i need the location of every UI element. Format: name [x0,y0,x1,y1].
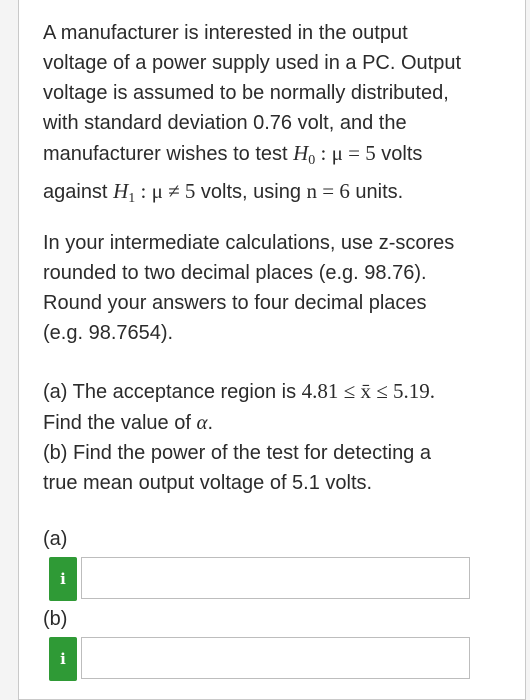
info-icon[interactable]: i [49,557,77,601]
info-icon[interactable]: i [49,637,77,681]
part-b-prompt-line2: true mean output voltage of 5.1 volts. [43,472,373,494]
text-line: In your intermediate calculations, use z-scores [43,232,455,254]
text-line-hypothesis-null: manufacturer wishes to test $H_0$ : μ = 5 volts [43,141,423,168]
question-paragraph-3 [43,376,503,498]
text-line: (e.g. 98.7654). [43,322,174,344]
answer-b-input[interactable] [81,637,470,679]
alpha-symbol: α [196,410,208,434]
text-line: with standard deviation 0.76 volt, and the [43,112,407,134]
sample-size: n = 6 [306,179,350,203]
text-line: A manufacturer is interested in the output [43,22,408,44]
answer-a-row [49,557,472,601]
question-paragraph-1 [43,18,503,214]
answer-a-label: (a) [43,528,68,550]
part-a-prompt: (a) The acceptance region is 4.81 ≤ x̄ ≤ 5.19. [43,379,435,403]
acceptance-region: 4.81 ≤ x̄ ≤ 5.19. [301,379,435,403]
text-line: Round your answers to four decimal places [43,292,427,314]
answer-a-input[interactable] [81,557,470,599]
alternative-hypothesis: $H_1$ : μ ≠ 5 [113,179,196,206]
text-line: voltage of a power supply used in a PC. Output [43,52,462,74]
question-card [18,0,526,700]
text-line-hypothesis-alt: against $H_1$ : μ ≠ 5 volts, using n = 6 units. [43,179,404,206]
text-line: rounded to two decimal places (e.g. 98.76). [43,262,427,284]
part-a-prompt-line2: Find the value of α. [43,410,214,434]
null-hypothesis: $H_0$ : μ = 5 [293,141,376,168]
answer-b-label: (b) [43,608,68,630]
part-b-prompt: (b) Find the power of the test for detecting a [43,442,431,464]
answer-b-row [49,637,472,681]
question-paragraph-2 [43,228,503,348]
text-line: voltage is assumed to be normally distributed, [43,82,449,104]
